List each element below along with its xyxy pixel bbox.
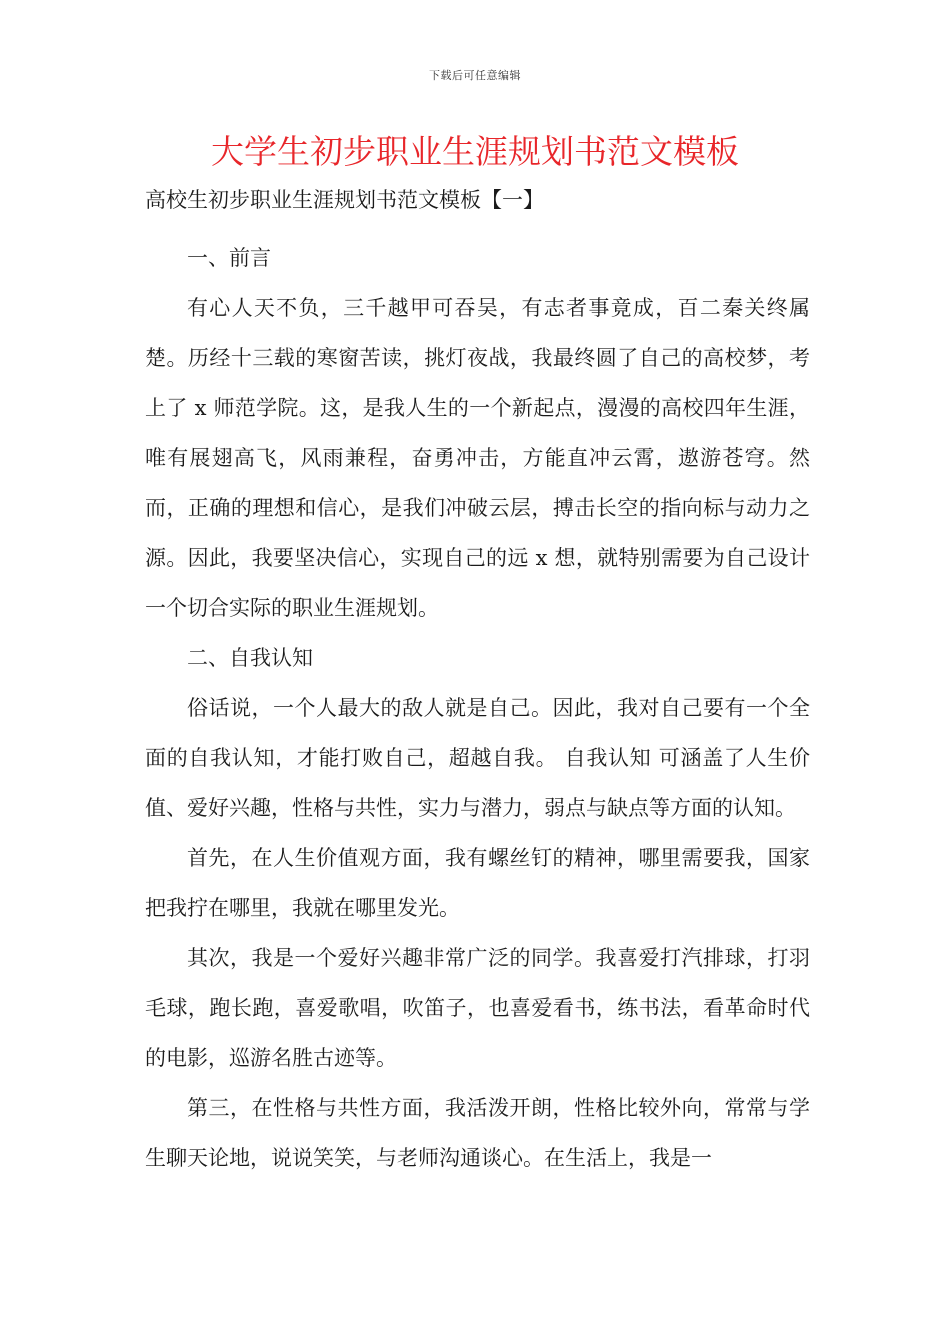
section-heading-preface: 一、前言 [187, 246, 271, 270]
document-title: 大学生初步职业生涯规划书范文模板 [211, 132, 739, 171]
paragraph: 俗话说，一个人最大的敌人就是自己。因此，我对自己要有一个全面的自我认知，才能打败自己，超越自我。 自我认知 可涵盖了人生价值、爱好兴趣，性格与共性，实力与潜力，弱点与缺点等方面的认知。 [145, 696, 810, 820]
paragraph: 其次，我是一个爱好兴趣非常广泛的同学。我喜爱打汽排球，打羽毛球，跑长跑，喜爱歌唱，吹笛子，也喜爱看书，练书法，看革命时代的电影，巡游名胜古迹等。 [145, 946, 810, 1070]
paragraph: 首先，在人生价值观方面，我有螺丝钉的精神，哪里需要我，国家把我拧在哪里，我就在哪里发光。 [145, 846, 810, 920]
paragraph: 有心人天不负，三千越甲可吞吴，有志者事竟成，百二秦关终属楚。历经十三载的寒窗苦读，挑灯夜战，我最终圆了自己的高校梦，考上了 x 师范学院。这，是我人生的一个新起点，漫漫的高校四年生涯，唯有展翅高飞，风雨兼程，奋勇冲击，方能直冲云霄，遨游苍穹。然而，正确的理想和信心，是我们冲破云层，搏击长空的指向标与动力之源。因此，我要坚决信心，实现自己的远 x 想，就特别需要为自己设计一个切合实际的职业生涯规划。 [145, 296, 810, 620]
document-body [145, 233, 810, 1183]
section-heading-self-awareness: 二、自我认知 [187, 646, 313, 670]
header-note: 下载后可任意编辑 [429, 69, 521, 82]
document-subtitle: 高校生初步职业生涯规划书范文模板【一】 [145, 188, 544, 212]
paragraph: 第三，在性格与共性方面，我活泼开朗，性格比较外向，常常与学生聊天论地，说说笑笑，与老师沟通谈心。在生活上，我是一 [145, 1096, 810, 1170]
